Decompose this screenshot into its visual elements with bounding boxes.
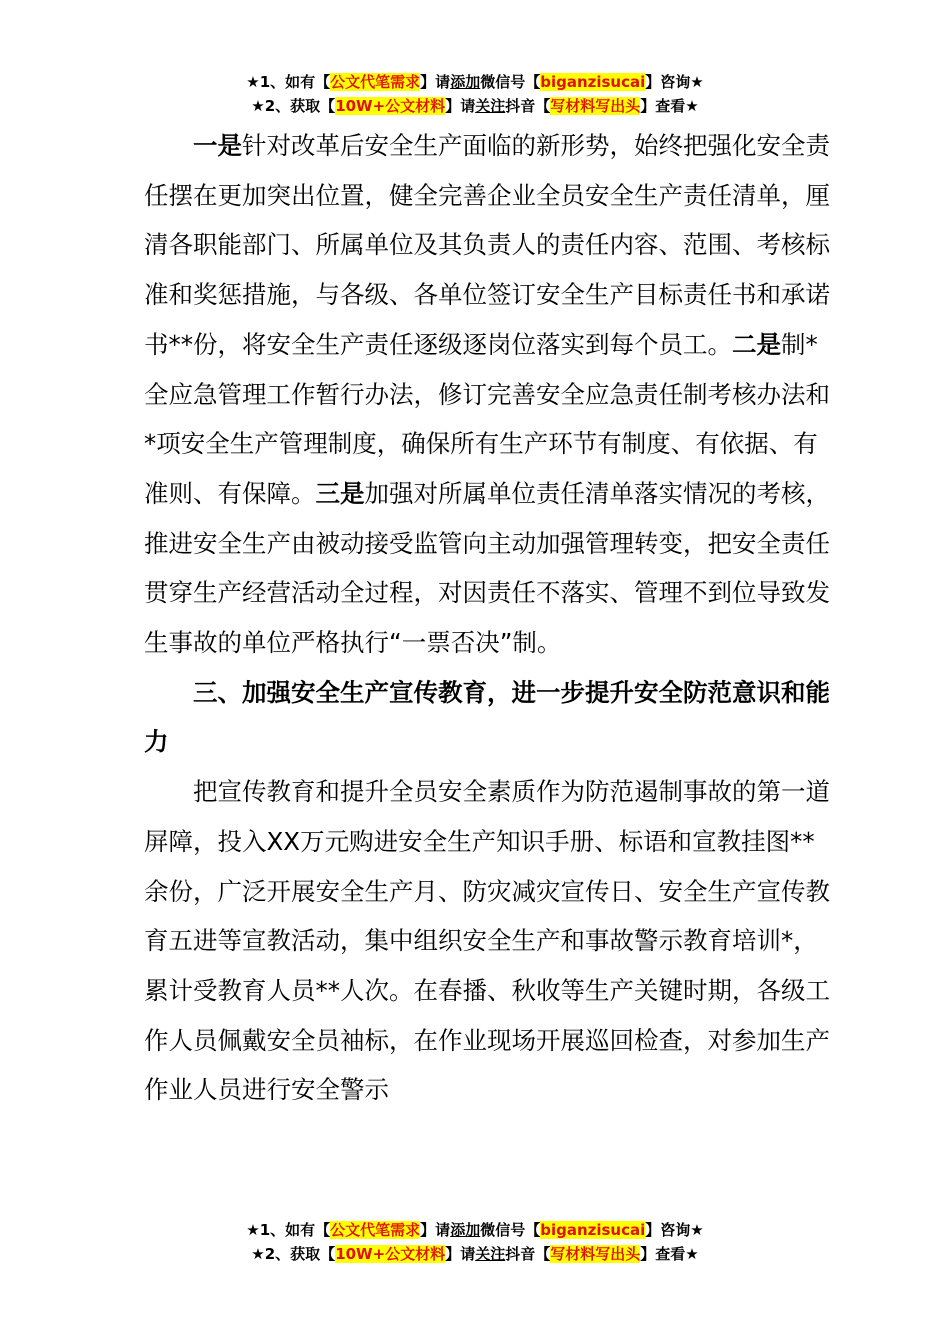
paragraph-responsibility [144,121,834,668]
banner-highlight: biganzisucai [540,1221,646,1239]
banner-highlight: 公文代笔需求 [330,73,421,91]
banner-text: 微信号【 [480,1221,541,1239]
banner-text: 】请 [420,1221,451,1239]
banner-text: 】咨询★ [645,73,704,91]
banner-line-1 [0,70,950,94]
footer-banner [0,1218,950,1266]
paragraph-text: 针对改革后安全生产面临的新形势，始终把强化安全责任摆在更加突出位置，健全完善企业全员安全生产责任清单，厘清各职能部门、所属单位及其负责人的责任内容、范围、考核标准和奖惩措施，与各级、各单位签订安全生产目标责任书和承诺书**份，将安全生产责任逐级逐岗位落实到每个员工。 [144,131,830,359]
banner-text: 】请 [445,1245,476,1263]
banner-line-2 [0,94,950,118]
banner-text: 】请 [420,73,451,91]
banner-text: ★1、如有【 [246,1221,331,1239]
header-banner [0,70,950,118]
bold-marker: 一是 [193,131,242,160]
banner-text: 抖音【 [505,97,551,115]
paragraph-education: 把宣传教育和提升全员安全素质作为防范遏制事故的第一道屏障，投入XX万元购进安全生产知识手册、标语和宣教挂图**余份，广泛开展安全生产月、防灾减灾宣传日、安全生产宣传教育五进等宣教活动，集中组织安全生产和事故警示教育培训*，累计受教育人员**人次。在春播、秋收等生产关键时期，各级工作人员佩戴安全员袖标，在作业现场开展巡回检查，对参加生产作业人员进行安全警示 [144,777,830,1105]
banner-highlight: 10W+公文材料 [335,97,446,115]
paragraph-text: 加强对所属单位责任清单落实情况的考核，推进安全生产由被动接受监管向主动加强管理转变，把安全责任贯穿生产经营活动全过程，对因责任不落实、管理不到位导致发生事故的单位严格执行“一票否决”制。 [144,478,830,658]
banner-underline: 关注 [475,97,506,115]
banner-underline: 关注 [475,1245,506,1263]
banner-text: 】请 [445,97,476,115]
document-body [144,121,834,1115]
banner-highlight: biganzisucai [540,73,646,91]
banner-line-2 [0,1242,950,1266]
banner-text: 】咨询★ [645,1221,704,1239]
banner-text: 抖音【 [505,1245,551,1263]
banner-text: ★1、如有【 [246,73,331,91]
banner-underline: 添加 [450,73,481,91]
banner-highlight: 写材料写出头 [550,1245,641,1263]
paragraph-text: 制*全应急管理工作暂行办法，修订完善安全应急责任制考核办法和*项安全生产管理制度，确保所有生产环节有制度、有依据、有准则、有保障。 [144,329,830,508]
banner-highlight: 写材料写出头 [550,97,641,115]
section-heading: 三、加强安全生产宣传教育，进一步提升安全防范意识和能力 [144,677,830,757]
banner-text: ★2、获取【 [251,97,336,115]
bold-marker: 二是 [732,329,781,359]
banner-text: ★2、获取【 [251,1245,336,1263]
banner-text: 】查看★ [640,1245,699,1263]
banner-text: 】查看★ [640,97,699,115]
banner-line-1 [0,1218,950,1242]
banner-underline: 添加 [450,1221,481,1239]
bold-marker: 三是 [315,478,365,508]
banner-highlight: 公文代笔需求 [330,1221,421,1239]
banner-highlight: 10W+公文材料 [335,1245,446,1263]
banner-text: 微信号【 [480,73,541,91]
